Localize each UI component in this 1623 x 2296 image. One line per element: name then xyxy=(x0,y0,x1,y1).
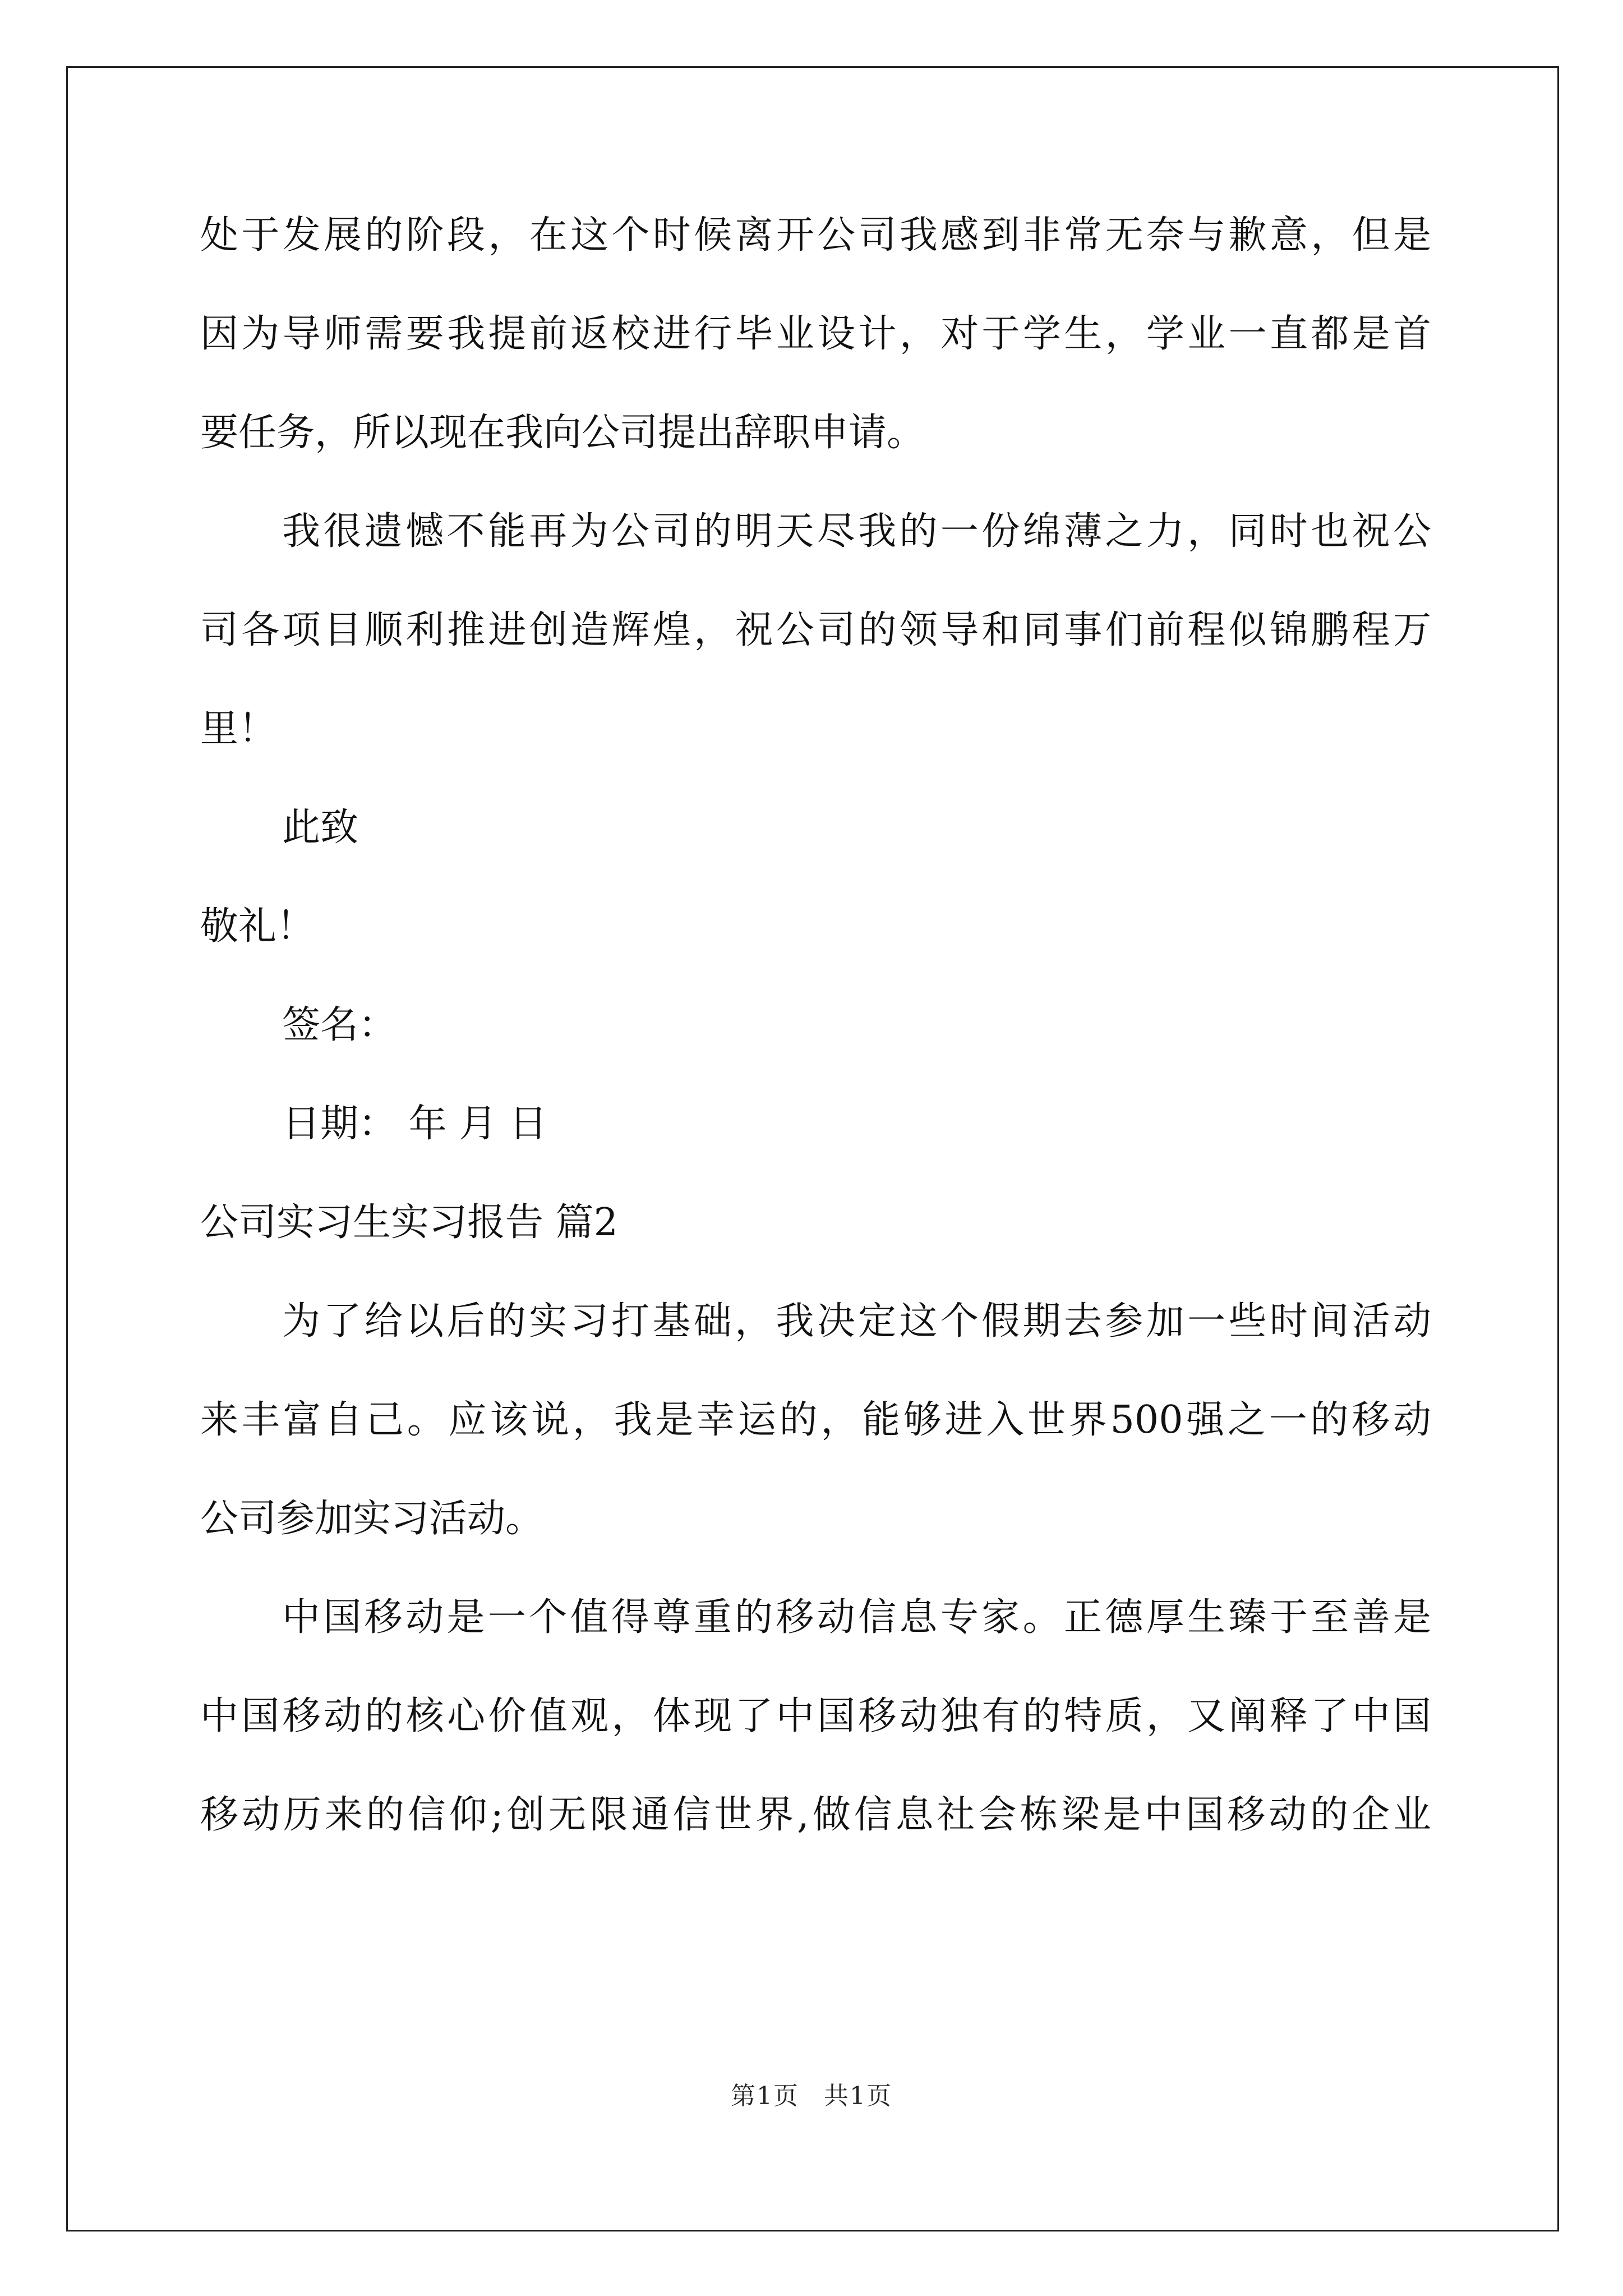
current-page-number: 第1页 xyxy=(731,2082,799,2110)
document-body xyxy=(200,208,1431,1886)
salutation-line: 此致 xyxy=(282,806,359,850)
paragraph-line: 为了给以后的实习打基础，我决定这个假期去参加一些时间活动 xyxy=(282,1299,1431,1343)
signature-label: 签名： xyxy=(282,1003,397,1047)
paragraph-line: 里！ xyxy=(200,707,277,751)
paragraph-line: 要任务，所以现在我向公司提出辞职申请。 xyxy=(200,411,925,455)
closing-line: 敬礼！ xyxy=(200,904,315,949)
page-footer xyxy=(0,2076,1623,2111)
paragraph-line: 我很遗憾不能再为公司的明天尽我的一份绵薄之力，同时也祝公 xyxy=(282,509,1431,554)
paragraph-line: 司各项目顺利推进创造辉煌，祝公司的领导和同事们前程似锦鹏程万 xyxy=(200,608,1431,652)
total-pages: 共1页 xyxy=(824,2082,892,2110)
paragraph-line: 移动历来的信仰;创无限通信世界,做信息社会栋梁是中国移动的企业 xyxy=(200,1793,1431,1837)
date-label: 日期： 年 月 日 xyxy=(282,1102,547,1146)
paragraph-line: 中国移动的核心价值观，体现了中国移动独有的特质，又阐释了中国 xyxy=(200,1694,1431,1738)
paragraph-line: 因为导师需要我提前返校进行毕业设计，对于学生，学业一直都是首 xyxy=(200,312,1431,356)
paragraph-line: 来丰富自己。应该说，我是幸运的，能够进入世界500强之一的移动 xyxy=(200,1398,1431,1442)
section-heading: 公司实习生实习报告 篇2 xyxy=(200,1200,618,1245)
paragraph-line: 中国移动是一个值得尊重的移动信息专家。正德厚生臻于至善是 xyxy=(282,1595,1431,1640)
paragraph-line: 处于发展的阶段，在这个时候离开公司我感到非常无奈与歉意，但是 xyxy=(200,213,1431,257)
paragraph-line: 公司参加实习活动。 xyxy=(200,1497,544,1541)
